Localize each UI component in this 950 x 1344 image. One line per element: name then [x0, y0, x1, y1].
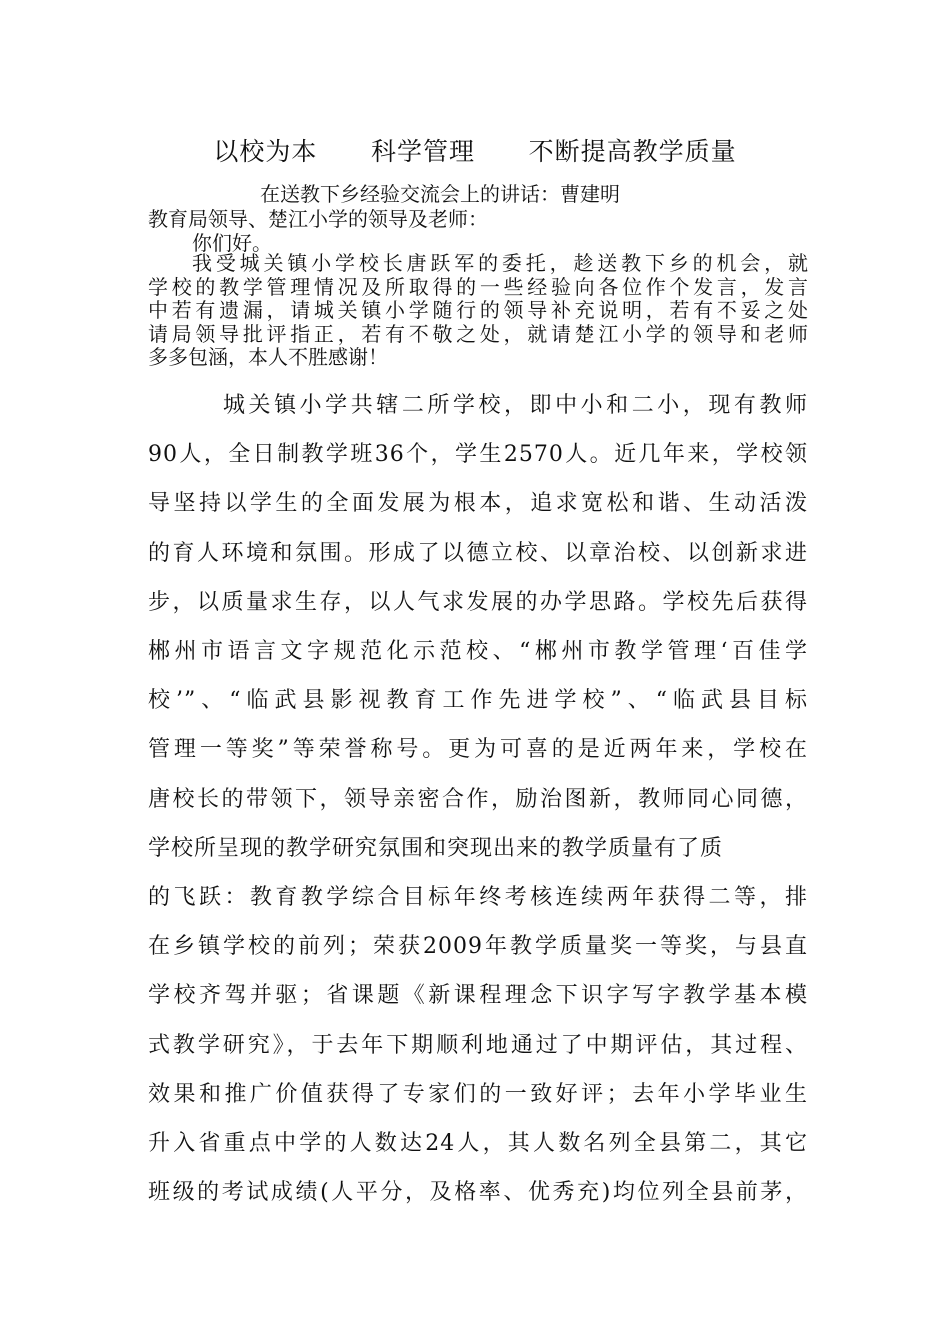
body-line: 管理一等奖”等荣誉称号。更为可喜的是近两年来，学校在	[148, 737, 808, 763]
body-line: 的飞跃：教育教学综合目标年终考核连续两年获得二等，排	[148, 885, 808, 911]
body-line: 郴州市语言文字规范化示范校、“郴州市教学管理‘百佳学	[148, 639, 808, 665]
body-line: 唐校长的带领下，领导亲密合作，励治图新，教师同心同德，	[148, 786, 808, 812]
body-line: 的育人环境和氛围。形成了以德立校、以章治校、以创新求进	[148, 540, 808, 566]
body-line: 升入省重点中学的人数达24人，其人数名列全县第二，其它	[148, 1131, 808, 1157]
greeting: 你们好。	[192, 231, 272, 255]
body-line: 城关镇小学共辖二所学校，即中小和二小，现有教师	[223, 393, 808, 418]
body-line: 导坚持以学生的全面发展为根本，追求宽松和谐、生动活泼	[148, 491, 808, 517]
body-line: 学校所呈现的教学研究氛围和突现出来的教学质量有了质	[148, 835, 724, 861]
intro-line: 我受城关镇小学校长唐跃军的委托，趁送教下乡的机会，就	[192, 251, 808, 275]
intro-line: 中若有遗漏，请城关镇小学随行的领导补充说明，若有不妥之处	[148, 298, 808, 322]
intro-line: 请局领导批评指正，若有不敬之处，就请楚江小学的领导和老师	[148, 321, 808, 346]
body-line: 在乡镇学校的前列；荣获2009年教学质量奖一等奖，与县直	[148, 934, 808, 960]
intro-paragraph	[148, 252, 808, 370]
intro-line: 学校的教学管理情况及所取得的一些经验向各位作个发言，发言	[148, 274, 808, 299]
intro-line: 多多包涵，本人不胜感谢！	[148, 345, 388, 369]
body-line: 学校齐驾并驱；省课题《新课程理念下识字写字教学基本模	[148, 983, 808, 1009]
body-line: 步，以质量求生存，以人气求发展的办学思路。学校先后获得	[148, 589, 808, 615]
document-subtitle: 在送教下乡经验交流会上的讲话：曹建明	[260, 182, 620, 206]
body-line: 效果和推广价值获得了专家们的一致好评；去年小学毕业生	[148, 1081, 808, 1107]
body-line: 校’”、“临武县影视教育工作先进学校”、“临武县目标	[148, 688, 808, 714]
salutation: 教育局领导、楚江小学的领导及老师：	[148, 207, 488, 231]
body-line: 式教学研究》，于去年下期顺利地通过了中期评估，其过程、	[148, 1032, 808, 1058]
document-title: 以校为本 科学管理 不断提高教学质量	[213, 137, 737, 166]
body-paragraph	[148, 381, 808, 1217]
body-line: 90人，全日制教学班36个，学生2570人。近几年来，学校领	[148, 442, 808, 468]
body-line: 班级的考试成绩(人平分，及格率、优秀充)均位列全县前茅，	[148, 1180, 808, 1206]
